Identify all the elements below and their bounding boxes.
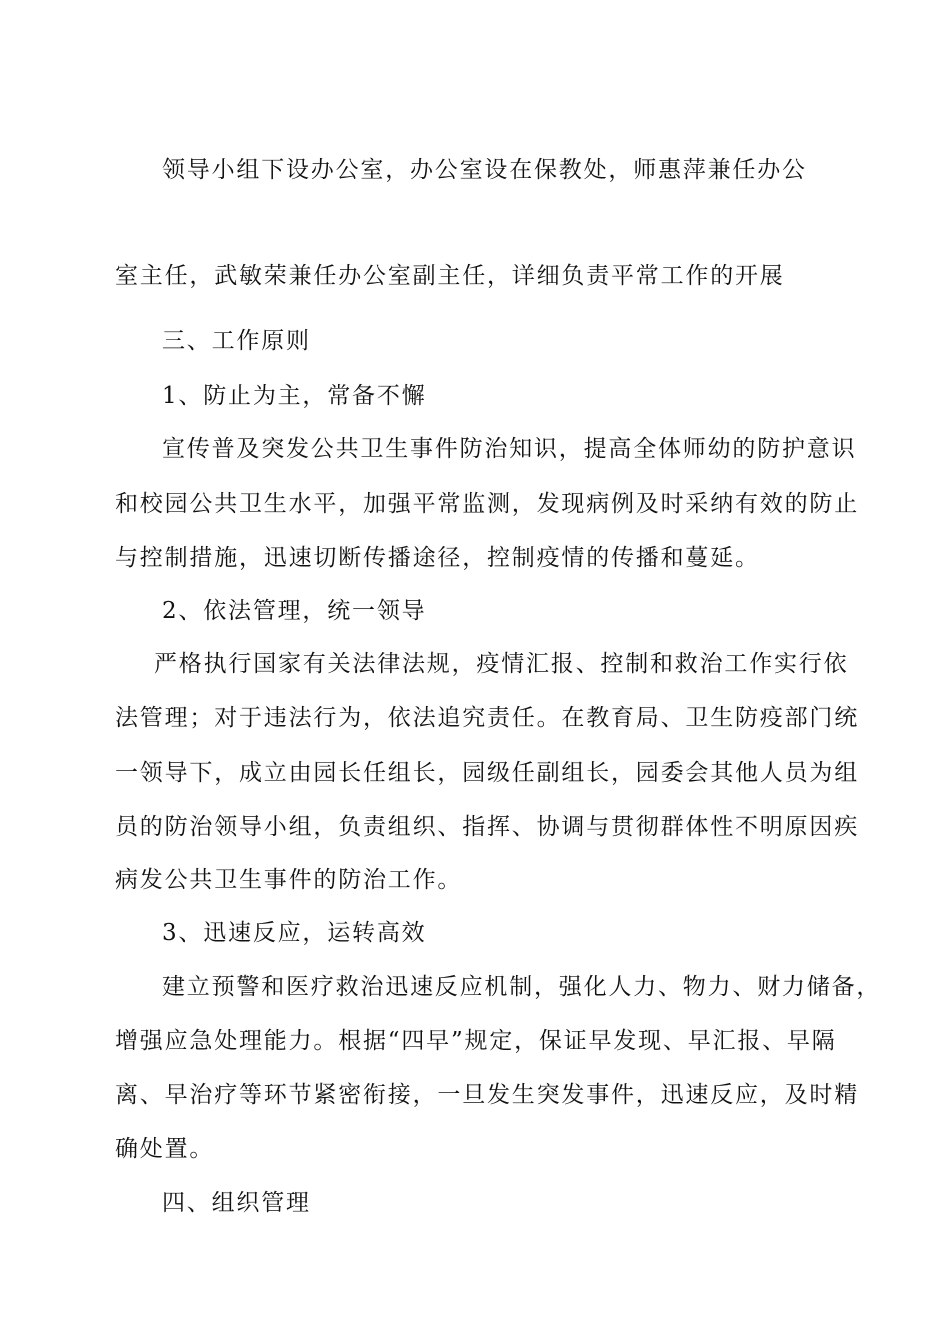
text-line: 严格执行国家有关法律法规，疫情汇报、控制和救治工作实行依	[154, 651, 849, 677]
subsection-heading: 1、防止为主，常备不懈	[162, 383, 427, 409]
section-heading: 三、工作原则	[162, 328, 311, 354]
text-line: 室主任，武敏荣兼任办公室副主任，详细负责平常工作的开展	[115, 263, 785, 289]
text-line: 离、早治疗等环节紧密衔接，一旦发生突发事件，迅速反应，及时精	[115, 1082, 859, 1108]
subsection-heading: 3、迅速反应，运转高效	[162, 920, 427, 946]
text-line: 宣传普及突发公共卫生事件防治知识，提高全体师幼的防护意识	[162, 436, 857, 462]
text-line: 法管理；对于违法行为，依法追究责任。在教育局、卫生防疫部门统	[115, 705, 859, 731]
text-line: 领导小组下设办公室，办公室设在保教处，师惠萍兼任办公	[162, 157, 807, 183]
section-heading: 四、组织管理	[162, 1190, 311, 1216]
text-line: 增强应急处理能力。根据“四早”规定，保证早发现、早汇报、早隔	[115, 1028, 837, 1054]
text-line: 与控制措施，迅速切断传播途径，控制疫情的传播和蔓延。	[115, 545, 760, 571]
text-line: 建立预警和医疗救治迅速反应机制，强化人力、物力、财力储备，	[162, 974, 882, 1000]
subsection-heading: 2、依法管理，统一领导	[162, 598, 427, 624]
text-line: 员的防治领导小组，负责组织、指挥、协调与贯彻群体性不明原因疾	[115, 814, 859, 840]
text-line: 病发公共卫生事件的防治工作。	[115, 867, 463, 893]
text-line: 一领导下，成立由园长任组长，园级任副组长，园委会其他人员为组	[115, 760, 859, 786]
text-line: 确处置。	[115, 1136, 215, 1162]
text-line: 和校园公共卫生水平，加强平常监测，发现病例及时采纳有效的防止	[115, 491, 859, 517]
